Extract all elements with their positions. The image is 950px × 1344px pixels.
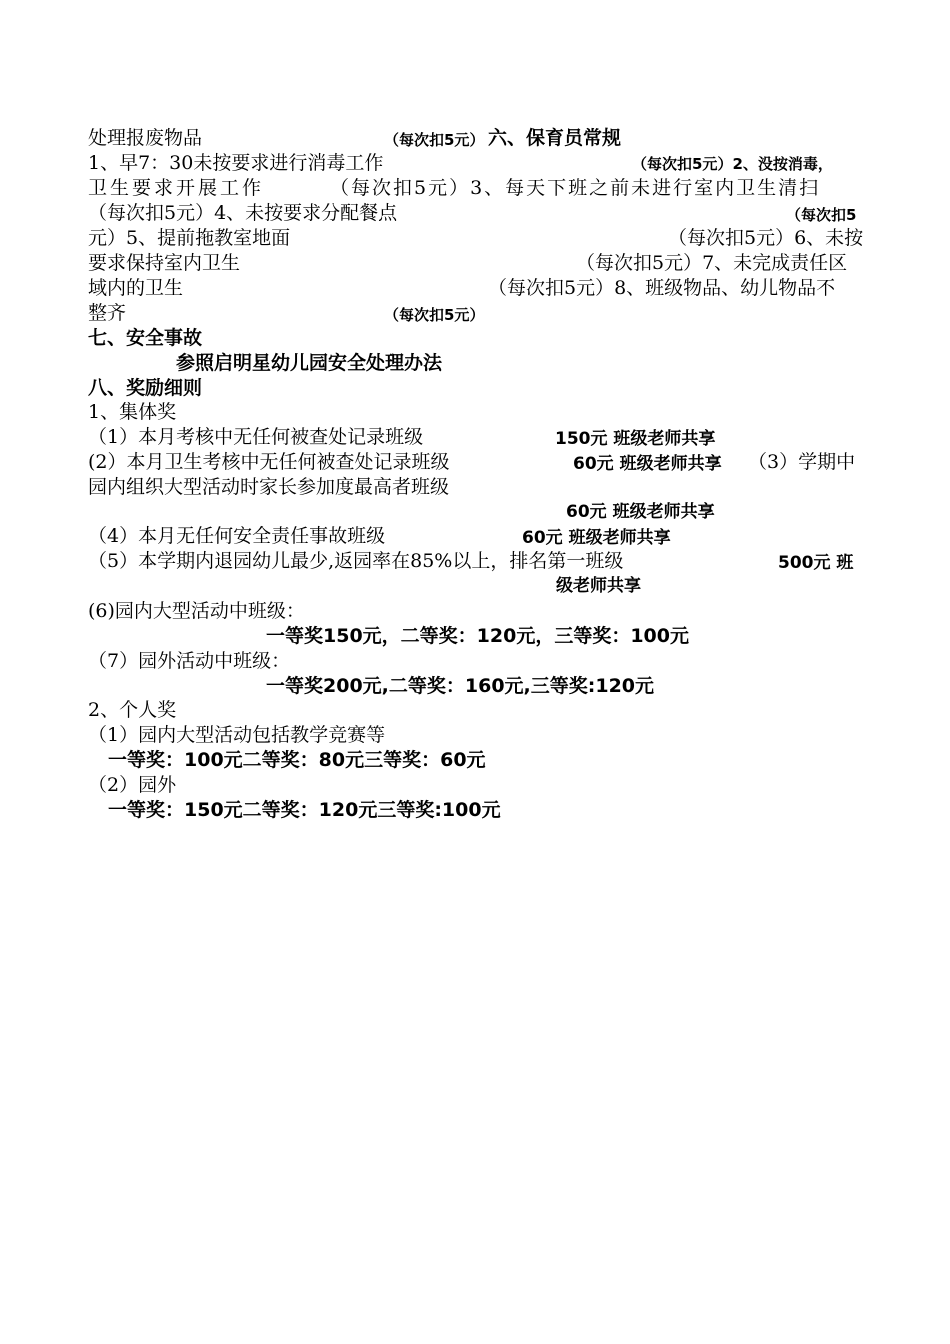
award-tiers: 一等奖200元,二等奖：160元,三等奖:120元 (266, 675, 655, 697)
text-line: （7）园外活动中班级： (88, 650, 291, 672)
text-line: （1）本月考核中无任何被查处记录班级 (88, 426, 424, 448)
text-line (632, 151, 833, 176)
text-line: （4）本月无任何安全责任事故班级 (88, 525, 386, 547)
text-line: （2）园外 (88, 774, 177, 796)
penalty-note: （每次扣5元）2、没按消毒， (632, 155, 833, 173)
award-amount: 150元 班级老师共享 (555, 429, 716, 449)
text-line: 元）5、提前拖教室地面 (88, 227, 291, 249)
award-amount: 60元 班级老师共享 (522, 528, 671, 548)
text-line: （每次扣5元）3、每天下班之前未进行室内卫生清扫 (330, 177, 821, 199)
subheading-group-award: 1、集体奖 (88, 401, 177, 423)
text-line: （每次扣5元）6、未按 (668, 227, 864, 249)
award-amount: 级老师共享 (556, 576, 641, 596)
penalty-note: （每次扣5 (786, 206, 857, 224)
text-line: （3）学期中 (748, 451, 856, 473)
text-line: 园内组织大型活动时家长参加度最高者班级 (88, 476, 450, 498)
award-amount: 60元 班级老师共享 (566, 502, 715, 522)
text-line: (6)园内大型活动中班级： (88, 600, 305, 622)
award-tiers: 一等奖：150元二等奖：120元三等奖:100元 (108, 799, 501, 821)
text-line: (2）本月卫生考核中无任何被查处记录班级 (88, 451, 450, 473)
award-tiers: 一等奖：100元二等奖：80元三等奖：60元 (108, 749, 486, 771)
text-line: 要求保持室内卫生 (88, 252, 241, 274)
text-line: （5）本学期内退园幼儿最少,返园率在85%以上，排名第一班级 (88, 550, 624, 572)
penalty-note: （每次扣5元） (384, 131, 485, 149)
section-heading-7: 七、安全事故 (88, 327, 203, 349)
text-line: （1）园内大型活动包括教学竞赛等 (88, 724, 386, 746)
text-line: 处理报废物品 (88, 127, 203, 149)
text-line: 域内的卫生 (88, 277, 184, 299)
penalty-note: （每次扣5元） (384, 306, 485, 324)
text-line: 整齐 (88, 302, 127, 324)
text-line: （每次扣5元）7、未完成责任区 (576, 252, 848, 274)
text-line: 1、早7：30未按要求进行消毒工作 (88, 152, 384, 174)
text-line: （每次扣5元）8、班级物品、幼儿物品不 (488, 277, 836, 299)
award-amount: 500元 班 (778, 553, 854, 573)
subheading-individual-award: 2、个人奖 (88, 699, 177, 721)
text-line: （每次扣5元）4、未按要求分配餐点 (88, 202, 398, 224)
safety-reference: 参照启明星幼儿园安全处理办法 (176, 352, 443, 374)
section-heading-6: 六、保育员常规 (488, 127, 622, 149)
section-heading-8: 八、奖励细则 (88, 377, 203, 399)
award-amount: 60元 班级老师共享 (573, 454, 722, 474)
text-line: 卫生要求开展工作 (88, 177, 265, 199)
award-tiers: 一等奖150元，二等奖：120元，三等奖：100元 (266, 625, 689, 647)
